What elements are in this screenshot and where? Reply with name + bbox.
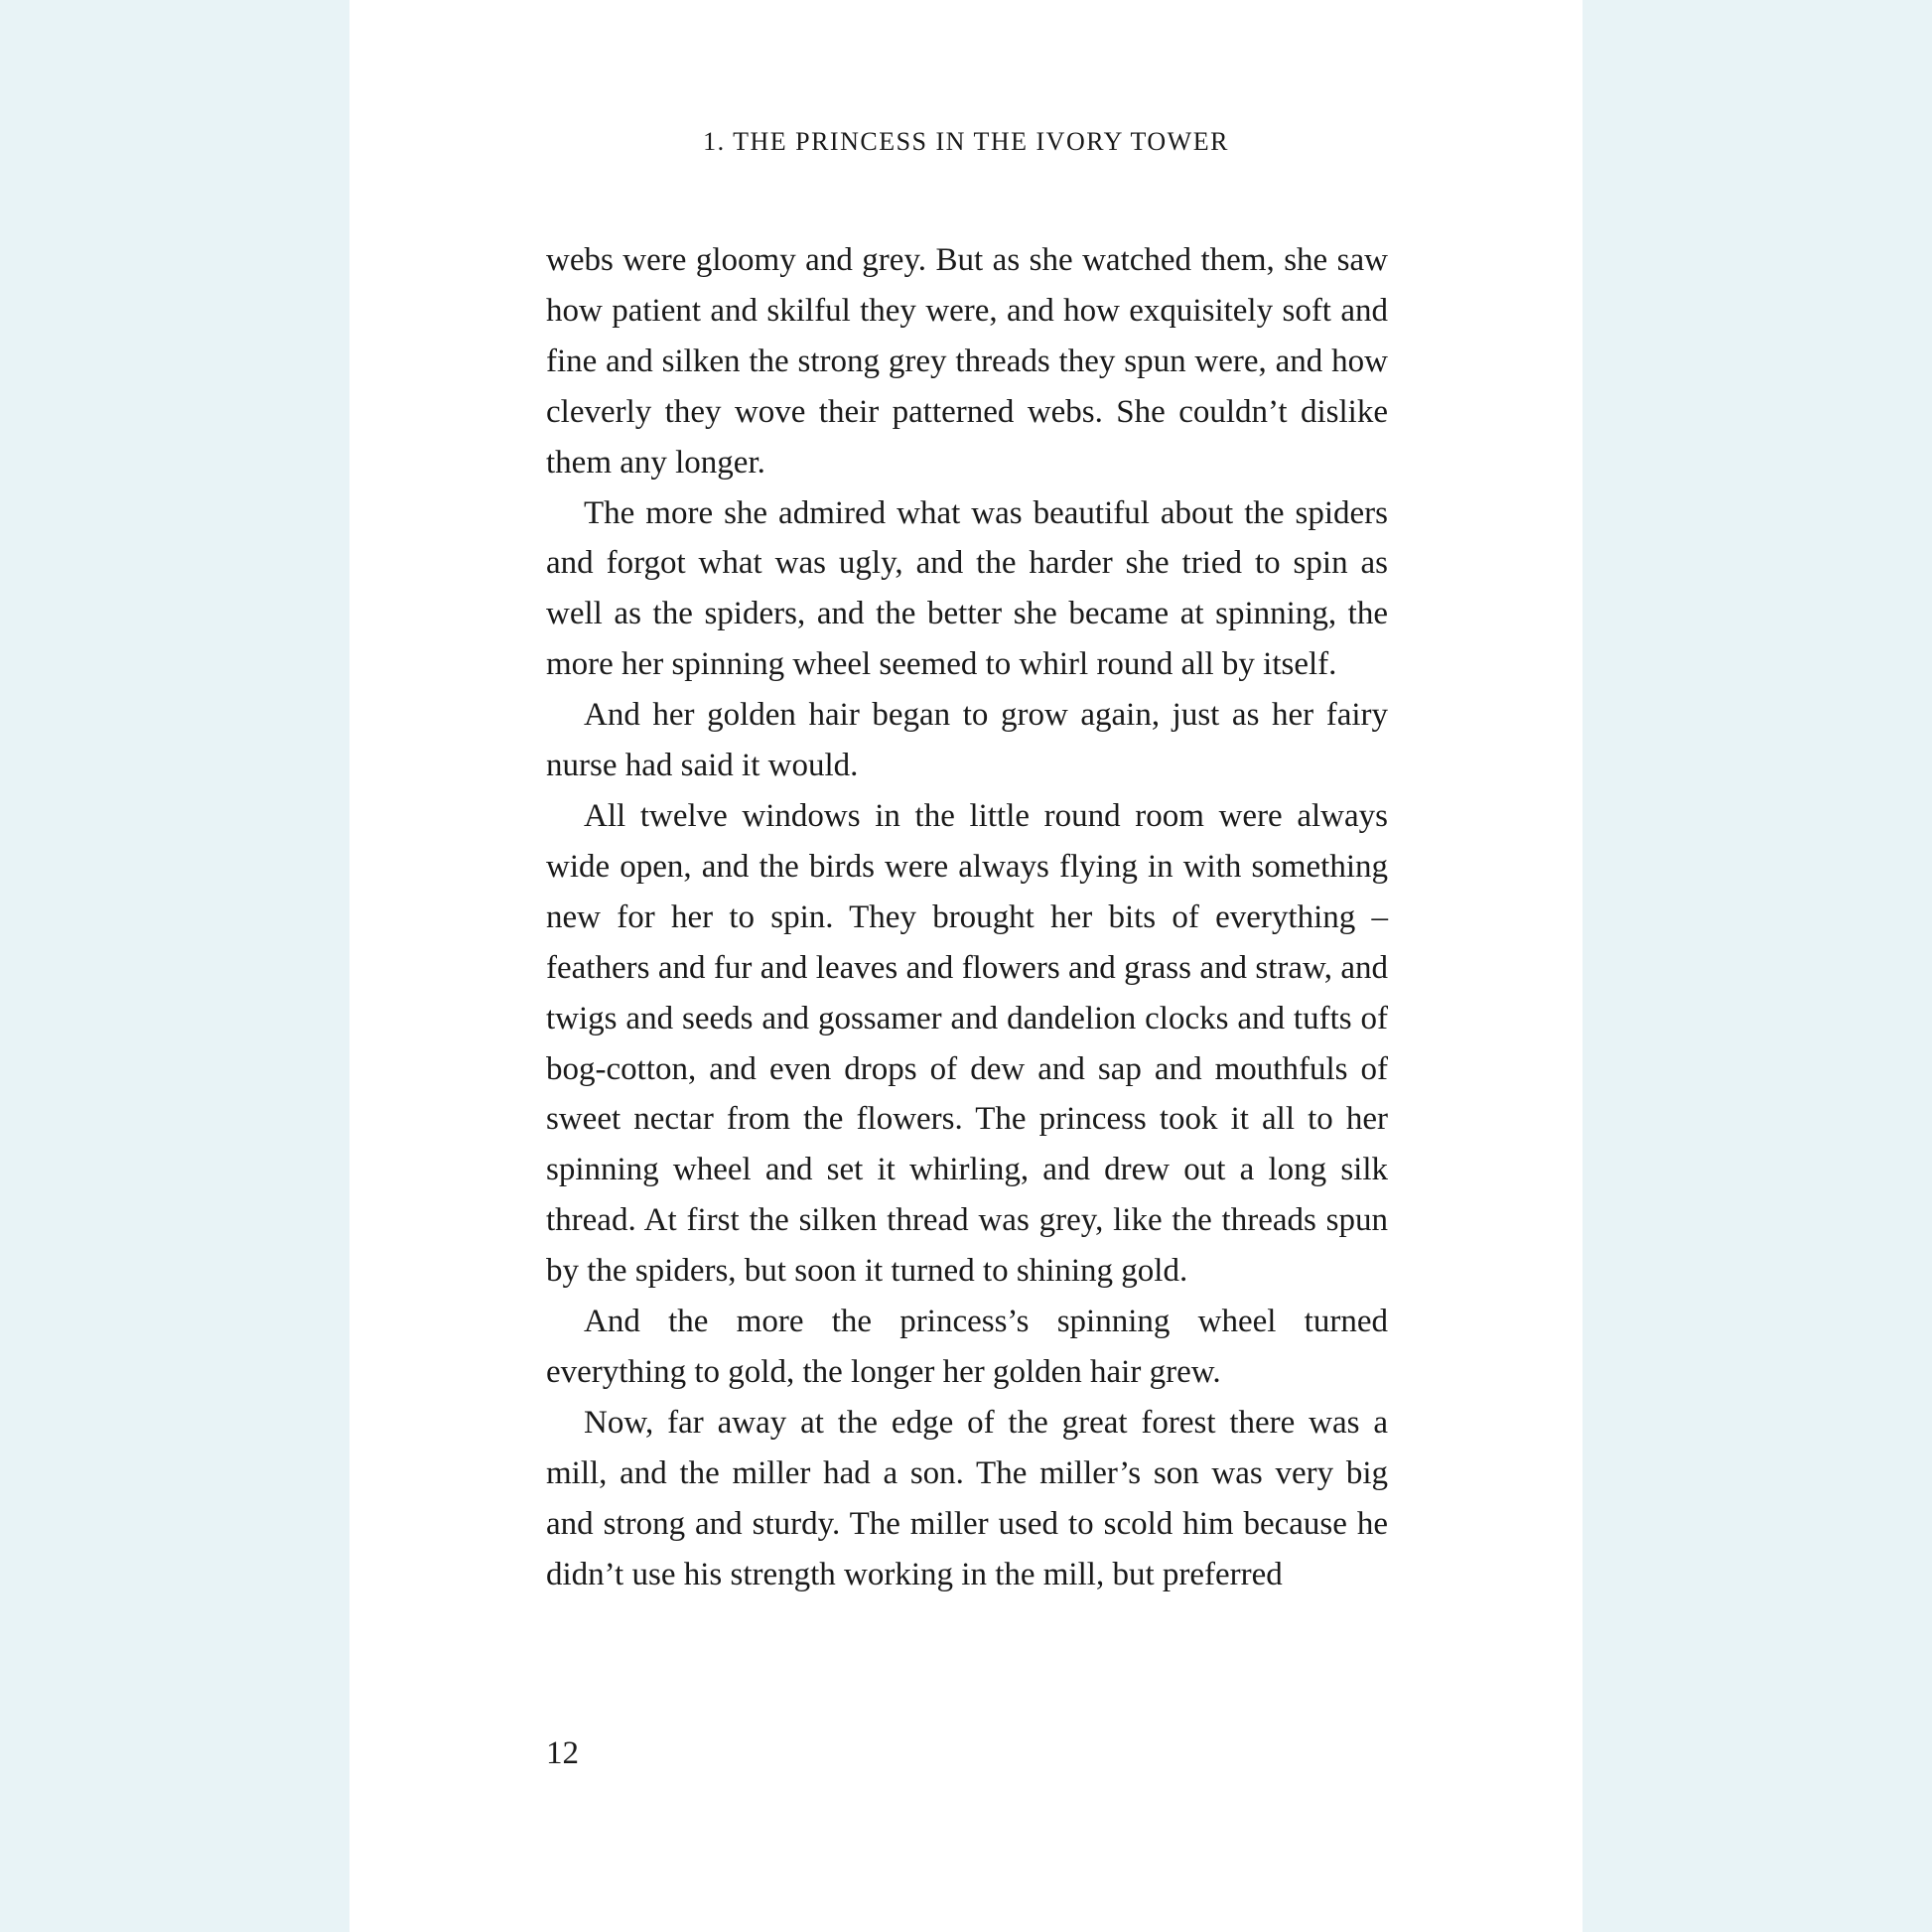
running-head: 1. THE PRINCESS IN THE IVORY TOWER bbox=[703, 127, 1229, 156]
paragraph: The more she admired what was beautiful about the spiders and forgot what was ugly, and the harder she tried to spin as well as the spiders, and the better she became at spinning, the more her spinning wheel seemed to whirl round all by itself. bbox=[546, 494, 1388, 683]
paragraph: webs were gloomy and grey. But as she watched them, she saw how patient and skilful they were, and how exquisitely soft and fine and silken the strong grey threads they spun were, and how cleverly they wove their patterned webs. She couldn’t dislike them any longer. bbox=[546, 242, 1388, 481]
paragraph: All twelve windows in the little round room were always wide open, and the birds were always flying in with something new for her to spin. They brought her bits of everything – feathers and fur and leaves and flowers and grass and straw, and twigs and seeds and gossamer and dandelion clocks and tufts of bog-cotton, and even drops of dew and sap and mouthfuls of sweet nectar from the flowers. The princess took it all to her spinning wheel and set it whirling, and drew out a long silk thread. At first the silken thread was grey, like the threads spun by the spiders, but soon it turned to shining gold. bbox=[546, 797, 1388, 1290]
page-number: 12 bbox=[546, 1735, 579, 1771]
book-page bbox=[349, 0, 1583, 1932]
paragraph: And her golden hair began to grow again, just as her fairy nurse had said it would. bbox=[546, 697, 1388, 784]
paragraph: And the more the princess’s spinning wheel turned everything to gold, the longer her golden hair grew. bbox=[546, 1304, 1388, 1390]
body-text bbox=[546, 235, 1388, 1599]
paragraph: Now, far away at the edge of the great forest there was a mill, and the miller had a son. The miller’s son was very big and strong and sturdy. The miller used to scold him because he didn’t use his strength working in the mill, but preferred bbox=[546, 1404, 1388, 1592]
